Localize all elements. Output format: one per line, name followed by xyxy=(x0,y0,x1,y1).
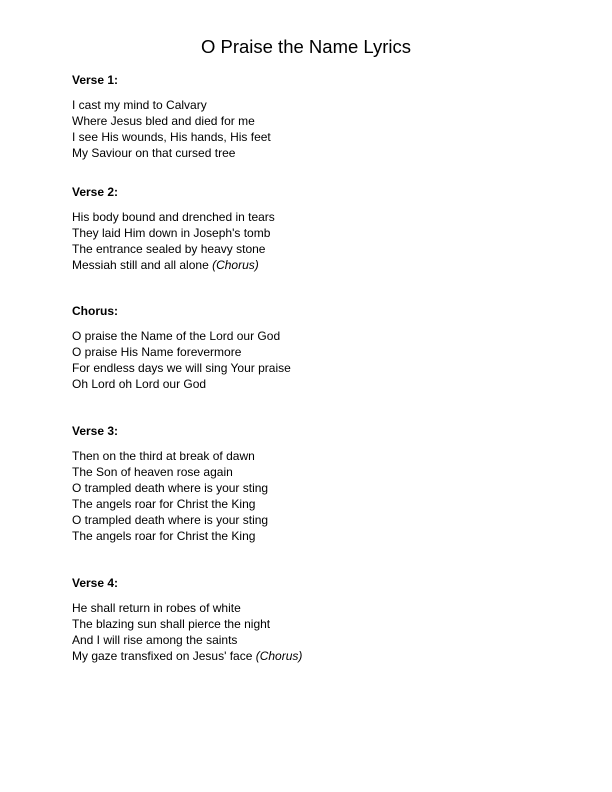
chorus-section xyxy=(72,304,552,392)
lyric-line: O trampled death where is your sting xyxy=(72,481,269,495)
lyric-lines xyxy=(72,448,552,544)
lyric-line: For endless days we will sing Your praise xyxy=(72,361,291,375)
lyric-line: Oh Lord oh Lord our God xyxy=(72,377,207,391)
lyric-line: He shall return in robes of white xyxy=(72,601,241,615)
lyric-line: His body bound and drenched in tears xyxy=(72,210,275,224)
lyric-line: The angels roar for Christ the King xyxy=(72,529,256,543)
chorus-note: (Chorus) xyxy=(255,649,303,663)
lyric-lines xyxy=(72,600,552,664)
lyric-lines xyxy=(72,97,552,161)
lyric-line: The Son of heaven rose again xyxy=(72,465,233,479)
lyric-line: O praise His Name forevermore xyxy=(72,345,242,359)
lyric-line: The entrance sealed by heavy stone xyxy=(72,242,266,256)
lyric-lines xyxy=(72,328,552,392)
lyric-line: Then on the third at break of dawn xyxy=(72,449,255,463)
lyric-line: O trampled death where is your sting xyxy=(72,513,269,527)
lyric-lines xyxy=(72,209,552,273)
lyric-line: My Saviour on that cursed tree xyxy=(72,146,236,160)
verse-3-section xyxy=(72,424,552,544)
lyric-line: The angels roar for Christ the King xyxy=(72,497,256,511)
lyric-line: I cast my mind to Calvary xyxy=(72,98,207,112)
section-heading: Chorus: xyxy=(72,304,118,318)
lyric-line: And I will rise among the saints xyxy=(72,633,238,647)
section-heading: Verse 4: xyxy=(72,576,119,590)
page-title: O Praise the Name Lyrics xyxy=(200,36,412,57)
verse-2-section xyxy=(72,185,552,273)
verse-1-section xyxy=(72,73,552,161)
lyric-line: Where Jesus bled and died for me xyxy=(72,114,255,128)
lyric-line: Messiah still and all alone (Chorus) xyxy=(72,258,259,272)
section-heading: Verse 3: xyxy=(72,424,119,438)
verse-4-section xyxy=(72,576,552,664)
lyric-line: My gaze transfixed on Jesus' face (Chorus) xyxy=(72,649,303,663)
lyric-line: The blazing sun shall pierce the night xyxy=(72,617,271,631)
section-heading: Verse 1: xyxy=(72,73,119,87)
chorus-note: (Chorus) xyxy=(212,258,259,272)
lyric-line: O praise the Name of the Lord our God xyxy=(72,329,281,343)
section-heading: Verse 2: xyxy=(72,185,119,199)
lyric-line: They laid Him down in Joseph's tomb xyxy=(72,226,271,240)
lyric-line: I see His wounds, His hands, His feet xyxy=(72,130,271,144)
